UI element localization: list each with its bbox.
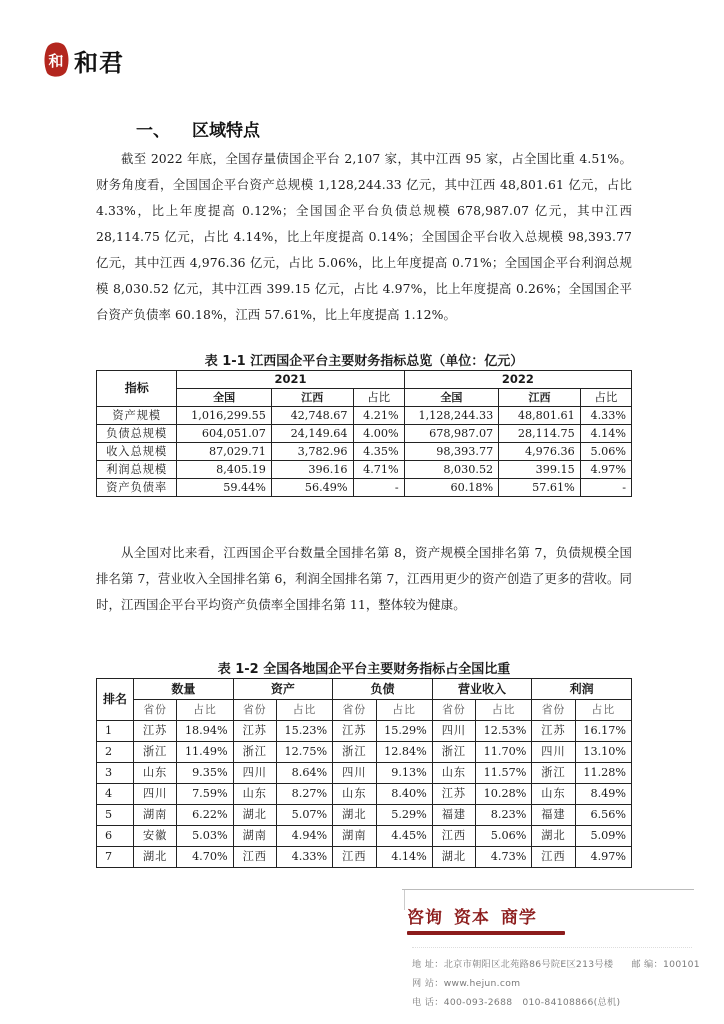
- share-cell: 12.53%: [476, 721, 532, 742]
- table-row: [97, 805, 632, 826]
- table-cell: 57.61%: [499, 479, 581, 497]
- rank-cell: 2: [97, 742, 134, 763]
- province-cell: 四川: [432, 721, 475, 742]
- group-header-count: 数量: [134, 679, 234, 700]
- table-cell: 59.44%: [177, 479, 272, 497]
- rank-cell: 6: [97, 826, 134, 847]
- table-cell: 4.35%: [353, 443, 404, 461]
- row-label: 负债总规模: [97, 425, 177, 443]
- table-cell: 399.15: [499, 461, 581, 479]
- row-label: 资产规模: [97, 407, 177, 425]
- stamp-underline: [407, 931, 565, 935]
- group-header-profit: 利润: [532, 679, 632, 700]
- section-title: 区域特点: [192, 121, 260, 141]
- table-row: [97, 461, 632, 479]
- share-cell: 18.94%: [177, 721, 233, 742]
- province-share-table: [96, 678, 632, 868]
- table-cell: 42,748.67: [271, 407, 353, 425]
- sub-header-province: 省份: [432, 700, 475, 721]
- share-cell: 11.28%: [575, 763, 631, 784]
- group-header-liabilities: 负债: [333, 679, 433, 700]
- province-cell: 江苏: [432, 784, 475, 805]
- table-cell: 56.49%: [271, 479, 353, 497]
- share-cell: 5.06%: [476, 826, 532, 847]
- province-cell: 浙江: [432, 742, 475, 763]
- province-cell: 浙江: [134, 742, 177, 763]
- province-cell: 四川: [134, 784, 177, 805]
- province-cell: 福建: [532, 805, 575, 826]
- table-cell: 678,987.07: [404, 425, 499, 443]
- sub-header-share: 占比: [580, 389, 631, 407]
- rank-cell: 1: [97, 721, 134, 742]
- table-row: [97, 847, 632, 868]
- province-cell: 四川: [333, 763, 376, 784]
- province-cell: 福建: [432, 805, 475, 826]
- footer-dotted-rule: [412, 947, 692, 949]
- stamp-text-business-school: 商学: [500, 908, 537, 928]
- province-cell: 江苏: [233, 721, 276, 742]
- province-cell: 江西: [333, 847, 376, 868]
- table-cell: 604,051.07: [177, 425, 272, 443]
- footer-phone: [412, 994, 620, 1008]
- share-cell: 4.33%: [276, 847, 332, 868]
- zip-value: 100101: [663, 959, 700, 970]
- sub-header-province: 省份: [134, 700, 177, 721]
- section-heading: [136, 116, 260, 141]
- sub-header-share: 占比: [177, 700, 233, 721]
- province-cell: 湖南: [134, 805, 177, 826]
- rank-header: 排名: [97, 679, 134, 721]
- year-2022-header: 2022: [404, 371, 631, 389]
- financial-overview-table: [96, 370, 632, 497]
- table-cell: 5.06%: [580, 443, 631, 461]
- rank-cell: 3: [97, 763, 134, 784]
- province-cell: 江西: [233, 847, 276, 868]
- share-cell: 11.49%: [177, 742, 233, 763]
- table-cell: 4.33%: [580, 407, 631, 425]
- province-cell: 山东: [233, 784, 276, 805]
- share-cell: 10.28%: [476, 784, 532, 805]
- rank-cell: 7: [97, 847, 134, 868]
- share-cell: 15.29%: [376, 721, 432, 742]
- share-cell: 12.84%: [376, 742, 432, 763]
- table-cell: 48,801.61: [499, 407, 581, 425]
- sub-header-share: 占比: [276, 700, 332, 721]
- province-cell: 山东: [532, 784, 575, 805]
- sub-header-national: 全国: [404, 389, 499, 407]
- table-cell: 4.97%: [580, 461, 631, 479]
- table-row: [97, 425, 632, 443]
- table-cell: -: [580, 479, 631, 497]
- group-header-revenue: 营业收入: [432, 679, 532, 700]
- group-header-assets: 资产: [233, 679, 333, 700]
- sub-header-share: 占比: [575, 700, 631, 721]
- paragraph-overview: 截至 2022 年底，全国存量债国企平台 2,107 家，其中江西 95 家，占全国比重 4.51%。财务角度看，全国国企平台资产总规模 1,128,244.33 亿元，其中江西 48,801.61 亿元，占比 4.33%，比上年度提高 0.12%；全国国企平台负债总规模 678,987.07 亿元，其中江西 28,114.75 亿元，占比 4.14%，比上年度提高 0.14%；全国国企平台收入总规模 98,393.77 亿元，其中江西 4,976.36 亿元，占比 5.06%，比上年度提高 0.71%；全国国企平台利润总规模 8,030.52 亿元，其中江西 399.15 亿元，占比 4.97%，比上年度提高 0.26%；全国国企平台资产负债率 60.18%，江西 57.61%，比上年度提高 1.12%。: [96, 151, 632, 322]
- table-cell: 87,029.71: [177, 443, 272, 461]
- row-label: 资产负债率: [97, 479, 177, 497]
- province-cell: 江苏: [333, 721, 376, 742]
- province-cell: 江西: [532, 847, 575, 868]
- share-cell: 9.13%: [376, 763, 432, 784]
- province-cell: 江西: [432, 826, 475, 847]
- share-cell: 9.35%: [177, 763, 233, 784]
- sub-header-province: 省份: [333, 700, 376, 721]
- table-cell: 1,016,299.55: [177, 407, 272, 425]
- share-cell: 4.94%: [276, 826, 332, 847]
- province-cell: 浙江: [233, 742, 276, 763]
- sub-header-province: 省份: [532, 700, 575, 721]
- province-cell: 湖南: [333, 826, 376, 847]
- website-label: 网 站：: [412, 978, 444, 989]
- row-label: 利润总规模: [97, 461, 177, 479]
- footer-website: [412, 975, 520, 989]
- province-cell: 江苏: [532, 721, 575, 742]
- share-cell: 4.73%: [476, 847, 532, 868]
- section-number: 一、: [136, 121, 170, 141]
- province-cell: 湖南: [233, 826, 276, 847]
- province-cell: 湖北: [432, 847, 475, 868]
- province-cell: 山东: [333, 784, 376, 805]
- share-cell: 8.23%: [476, 805, 532, 826]
- share-cell: 5.29%: [376, 805, 432, 826]
- table-cell: 4,976.36: [499, 443, 581, 461]
- logo-seal-icon: [42, 42, 70, 78]
- phone-value: 400-093-2688: [443, 997, 513, 1008]
- table-row: [97, 443, 632, 461]
- footer-divider: [402, 889, 694, 890]
- share-cell: 5.07%: [276, 805, 332, 826]
- share-cell: 6.22%: [177, 805, 233, 826]
- company-logo: [42, 40, 124, 80]
- sub-header-share: 占比: [476, 700, 532, 721]
- rank-cell: 5: [97, 805, 134, 826]
- table-cell: 28,114.75: [499, 425, 581, 443]
- stamp-text-consulting: 咨询: [407, 908, 443, 928]
- website-link[interactable]: www.hejun.com: [443, 978, 521, 989]
- share-cell: 4.70%: [177, 847, 233, 868]
- table-cell: 24,149.64: [271, 425, 353, 443]
- share-cell: 8.27%: [276, 784, 332, 805]
- brand-name: 和君: [74, 48, 124, 77]
- phone-alt-value: 010-84108866(总机): [522, 997, 621, 1008]
- share-cell: 11.57%: [476, 763, 532, 784]
- sub-header-share: 占比: [353, 389, 404, 407]
- table-row: [97, 721, 632, 742]
- table-row: [97, 826, 632, 847]
- address-label: 地 址：: [412, 959, 444, 970]
- table-cell: 4.21%: [353, 407, 404, 425]
- share-cell: 8.49%: [575, 784, 631, 805]
- share-cell: 4.97%: [575, 847, 631, 868]
- share-cell: 6.56%: [575, 805, 631, 826]
- province-cell: 浙江: [333, 742, 376, 763]
- province-cell: 湖北: [333, 805, 376, 826]
- metric-header: 指标: [97, 371, 177, 407]
- province-cell: 四川: [532, 742, 575, 763]
- province-cell: 山东: [432, 763, 475, 784]
- sub-header-national: 全国: [177, 389, 272, 407]
- table-cell: 3,782.96: [271, 443, 353, 461]
- table-cell: 396.16: [271, 461, 353, 479]
- province-cell: 湖北: [233, 805, 276, 826]
- row-label: 收入总规模: [97, 443, 177, 461]
- province-cell: 浙江: [532, 763, 575, 784]
- phone-label: 电 话：: [412, 997, 444, 1008]
- footer-address: [412, 956, 700, 970]
- share-cell: 4.14%: [376, 847, 432, 868]
- province-cell: 江苏: [134, 721, 177, 742]
- table-row: [97, 479, 632, 497]
- table1-caption: 表 1-1 江西国企平台主要财务指标总览（单位：亿元）: [204, 354, 524, 369]
- share-cell: 4.45%: [376, 826, 432, 847]
- table-cell: 1,128,244.33: [404, 407, 499, 425]
- table-cell: 4.00%: [353, 425, 404, 443]
- share-cell: 8.64%: [276, 763, 332, 784]
- share-cell: 15.23%: [276, 721, 332, 742]
- table-cell: 60.18%: [404, 479, 499, 497]
- sub-header-province: 省份: [233, 700, 276, 721]
- share-cell: 5.03%: [177, 826, 233, 847]
- footer-rule: [404, 890, 405, 910]
- sub-header-jiangxi: 江西: [499, 389, 581, 407]
- sub-header-share: 占比: [376, 700, 432, 721]
- province-cell: 山东: [134, 763, 177, 784]
- table-cell: 98,393.77: [404, 443, 499, 461]
- table-cell: 8,030.52: [404, 461, 499, 479]
- table-row: [97, 742, 632, 763]
- stamp-text-capital: 资本: [453, 908, 490, 928]
- table-row: [97, 784, 632, 805]
- table-cell: 8,405.19: [177, 461, 272, 479]
- sub-header-jiangxi: 江西: [271, 389, 353, 407]
- province-cell: 湖北: [134, 847, 177, 868]
- share-cell: 11.70%: [476, 742, 532, 763]
- share-cell: 7.59%: [177, 784, 233, 805]
- table-row: [97, 763, 632, 784]
- year-2021-header: 2021: [177, 371, 404, 389]
- address-value: 北京市朝阳区北苑路86号院E区213号楼: [443, 959, 614, 970]
- share-cell: 16.17%: [575, 721, 631, 742]
- share-cell: 8.40%: [376, 784, 432, 805]
- table-cell: 4.71%: [353, 461, 404, 479]
- rank-cell: 4: [97, 784, 134, 805]
- share-cell: 5.09%: [575, 826, 631, 847]
- footer-slogan-stamp: [407, 903, 579, 937]
- paragraph-ranking: 从全国对比来看，江西国企平台数量全国排名第 8，资产规模全国排名第 7，负债规模全国排名第 7，营业收入全国排名第 6，利润全国排名第 7，江西用更少的资产创造了更多的营收。同时，江西国企平台平均资产负债率全国排名第 11，整体较为健康。: [96, 545, 632, 612]
- table-cell: 4.14%: [580, 425, 631, 443]
- logo-seal-char: 和: [48, 52, 64, 70]
- zip-label: 邮 编：: [631, 959, 664, 970]
- table-row: [97, 407, 632, 425]
- province-cell: 四川: [233, 763, 276, 784]
- table-cell: -: [353, 479, 404, 497]
- share-cell: 13.10%: [575, 742, 631, 763]
- table2-caption: 表 1-2 全国各地国企平台主要财务指标占全国比重: [217, 662, 511, 677]
- province-cell: 安徽: [134, 826, 177, 847]
- share-cell: 12.75%: [276, 742, 332, 763]
- province-cell: 湖北: [532, 826, 575, 847]
